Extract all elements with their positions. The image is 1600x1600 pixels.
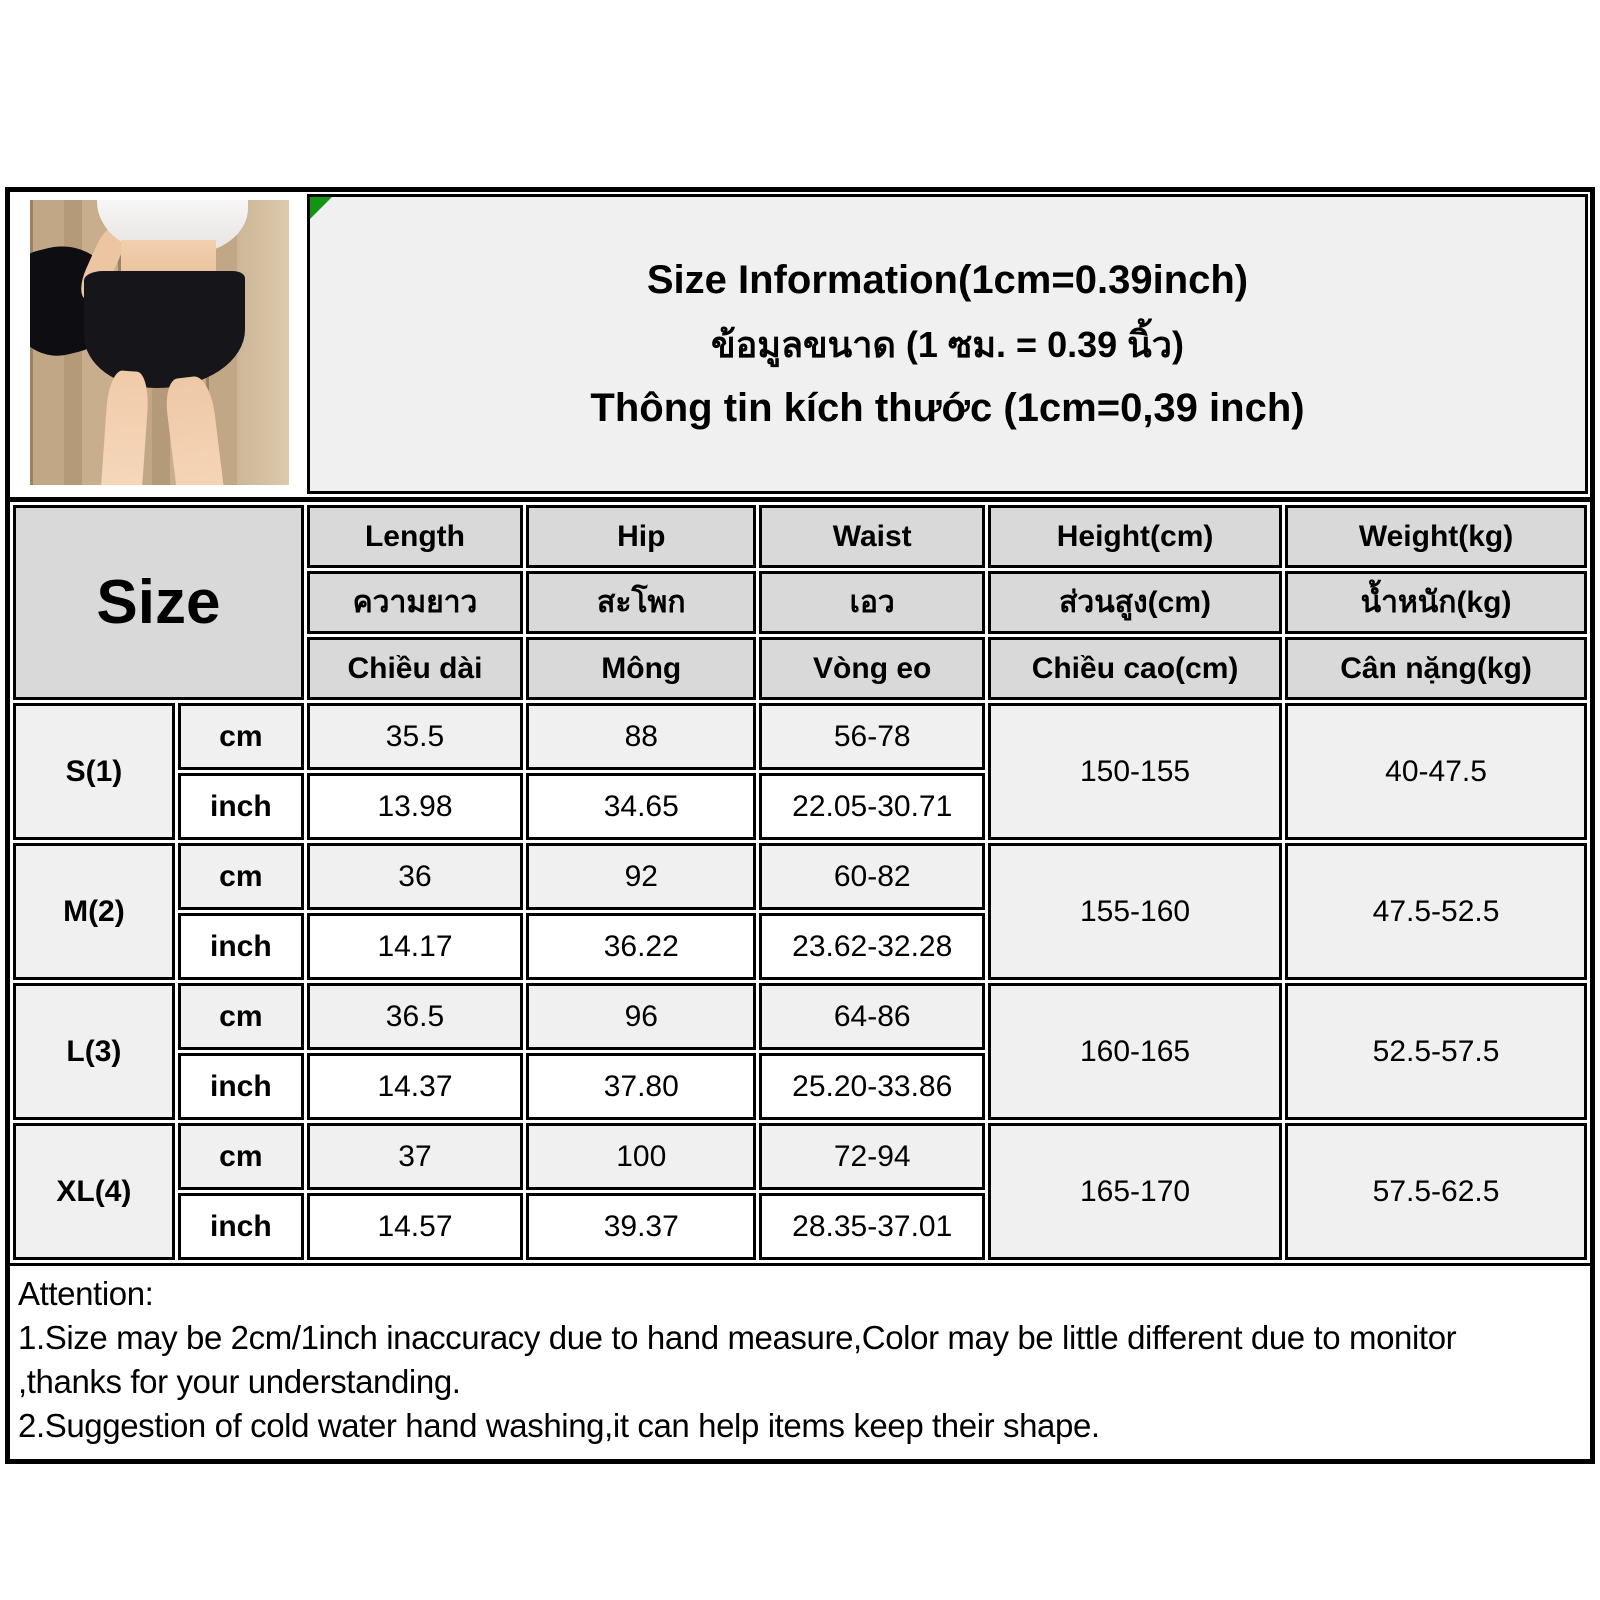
l3-length-inch: 14.37	[307, 1053, 523, 1120]
left-leg-graphic	[101, 370, 151, 485]
row-label-l3: L(3)	[13, 983, 175, 1120]
row-label-s1: S(1)	[13, 703, 175, 840]
unit-cell-cm: cm	[178, 703, 304, 770]
l3-hip-cm: 96	[526, 983, 756, 1050]
size-header-cell: Size	[13, 505, 304, 700]
black-shorts-graphic	[84, 271, 245, 388]
l3-length-cm: 36.5	[307, 983, 523, 1050]
s1-waist-inch: 22.05-30.71	[759, 773, 985, 840]
green-corner-triangle-icon	[310, 197, 332, 219]
right-leg-graphic	[163, 374, 223, 485]
size-table	[10, 502, 1590, 1263]
m2-weight: 47.5-52.5	[1285, 843, 1587, 980]
xl4-waist-inch: 28.35-37.01	[759, 1193, 985, 1260]
col-header-weight-en: Weight(kg)	[1285, 505, 1587, 568]
col-header-height-en: Height(cm)	[988, 505, 1282, 568]
s1-waist-cm: 56-78	[759, 703, 985, 770]
l3-height: 160-165	[988, 983, 1282, 1120]
title-english: Size Information(1cm=0.39inch)	[646, 257, 1249, 302]
m2-hip-cm: 92	[526, 843, 756, 910]
col-header-height-vi: Chiều cao(cm)	[988, 637, 1282, 700]
m2-length-inch: 14.17	[307, 913, 523, 980]
xl4-height: 165-170	[988, 1123, 1282, 1260]
size-info-title-panel	[307, 194, 1588, 494]
col-header-waist-th: เอว	[759, 571, 985, 634]
top-section	[10, 192, 1590, 502]
row-label-m2: M(2)	[13, 843, 175, 980]
col-header-length-vi: Chiều dài	[307, 637, 523, 700]
content-box	[5, 187, 1595, 1464]
attention-title: Attention:	[18, 1275, 154, 1312]
col-header-hip-en: Hip	[526, 505, 756, 568]
xl4-hip-cm: 100	[526, 1123, 756, 1190]
l3-weight: 52.5-57.5	[1285, 983, 1587, 1120]
col-header-length-en: Length	[307, 505, 523, 568]
unit-cell-inch: inch	[178, 1053, 304, 1120]
m2-height: 155-160	[988, 843, 1282, 980]
unit-cell-cm: cm	[178, 843, 304, 910]
col-header-waist-en: Waist	[759, 505, 985, 568]
row-label-xl4: XL(4)	[13, 1123, 175, 1260]
row-xl4-cm	[13, 1123, 1587, 1190]
title-vietnamese: Thông tin kích thước (1cm=0,39 inch)	[590, 385, 1305, 430]
s1-length-cm: 35.5	[307, 703, 523, 770]
title-thai: ข้อมูลขนาด (1 ซม. = 0.39 นิ้ว)	[711, 323, 1184, 365]
l3-waist-inch: 25.20-33.86	[759, 1053, 985, 1120]
xl4-hip-inch: 39.37	[526, 1193, 756, 1260]
col-header-weight-th: น้ำหนัก(kg)	[1285, 571, 1587, 634]
l3-waist-cm: 64-86	[759, 983, 985, 1050]
col-header-hip-th: สะโพก	[526, 571, 756, 634]
m2-waist-inch: 23.62-32.28	[759, 913, 985, 980]
unit-cell-inch: inch	[178, 913, 304, 980]
row-m2-cm	[13, 843, 1587, 910]
header-row-english	[13, 505, 1587, 568]
col-header-height-th: ส่วนสูง(cm)	[988, 571, 1282, 634]
xl4-weight: 57.5-62.5	[1285, 1123, 1587, 1260]
product-photo	[30, 200, 289, 485]
attention-block	[10, 1263, 1590, 1459]
attention-line-2: ,thanks for your understanding.	[18, 1362, 461, 1400]
s1-hip-inch: 34.65	[526, 773, 756, 840]
unit-cell-cm: cm	[178, 983, 304, 1050]
wood-panel-graphic	[237, 200, 289, 485]
row-s1-cm	[13, 703, 1587, 770]
m2-length-cm: 36	[307, 843, 523, 910]
s1-weight: 40-47.5	[1285, 703, 1587, 840]
attention-line-3: 2.Suggestion of cold water hand washing,it can help items keep their shape.	[18, 1406, 1100, 1444]
m2-waist-cm: 60-82	[759, 843, 985, 910]
col-header-length-th: ความยาว	[307, 571, 523, 634]
m2-hip-inch: 36.22	[526, 913, 756, 980]
attention-line-1: 1.Size may be 2cm/1inch inaccuracy due to hand measure,Color may be little different due to monitor	[18, 1318, 1457, 1356]
s1-hip-cm: 88	[526, 703, 756, 770]
photo-cell	[10, 192, 305, 497]
unit-cell-inch: inch	[178, 773, 304, 840]
xl4-waist-cm: 72-94	[759, 1123, 985, 1190]
row-l3-cm	[13, 983, 1587, 1050]
xl4-length-inch: 14.57	[307, 1193, 523, 1260]
s1-height: 150-155	[988, 703, 1282, 840]
unit-cell-inch: inch	[178, 1193, 304, 1260]
col-header-waist-vi: Vòng eo	[759, 637, 985, 700]
s1-length-inch: 13.98	[307, 773, 523, 840]
xl4-length-cm: 37	[307, 1123, 523, 1190]
l3-hip-inch: 37.80	[526, 1053, 756, 1120]
col-header-hip-vi: Mông	[526, 637, 756, 700]
unit-cell-cm: cm	[178, 1123, 304, 1190]
col-header-weight-vi: Cân nặng(kg)	[1285, 637, 1587, 700]
